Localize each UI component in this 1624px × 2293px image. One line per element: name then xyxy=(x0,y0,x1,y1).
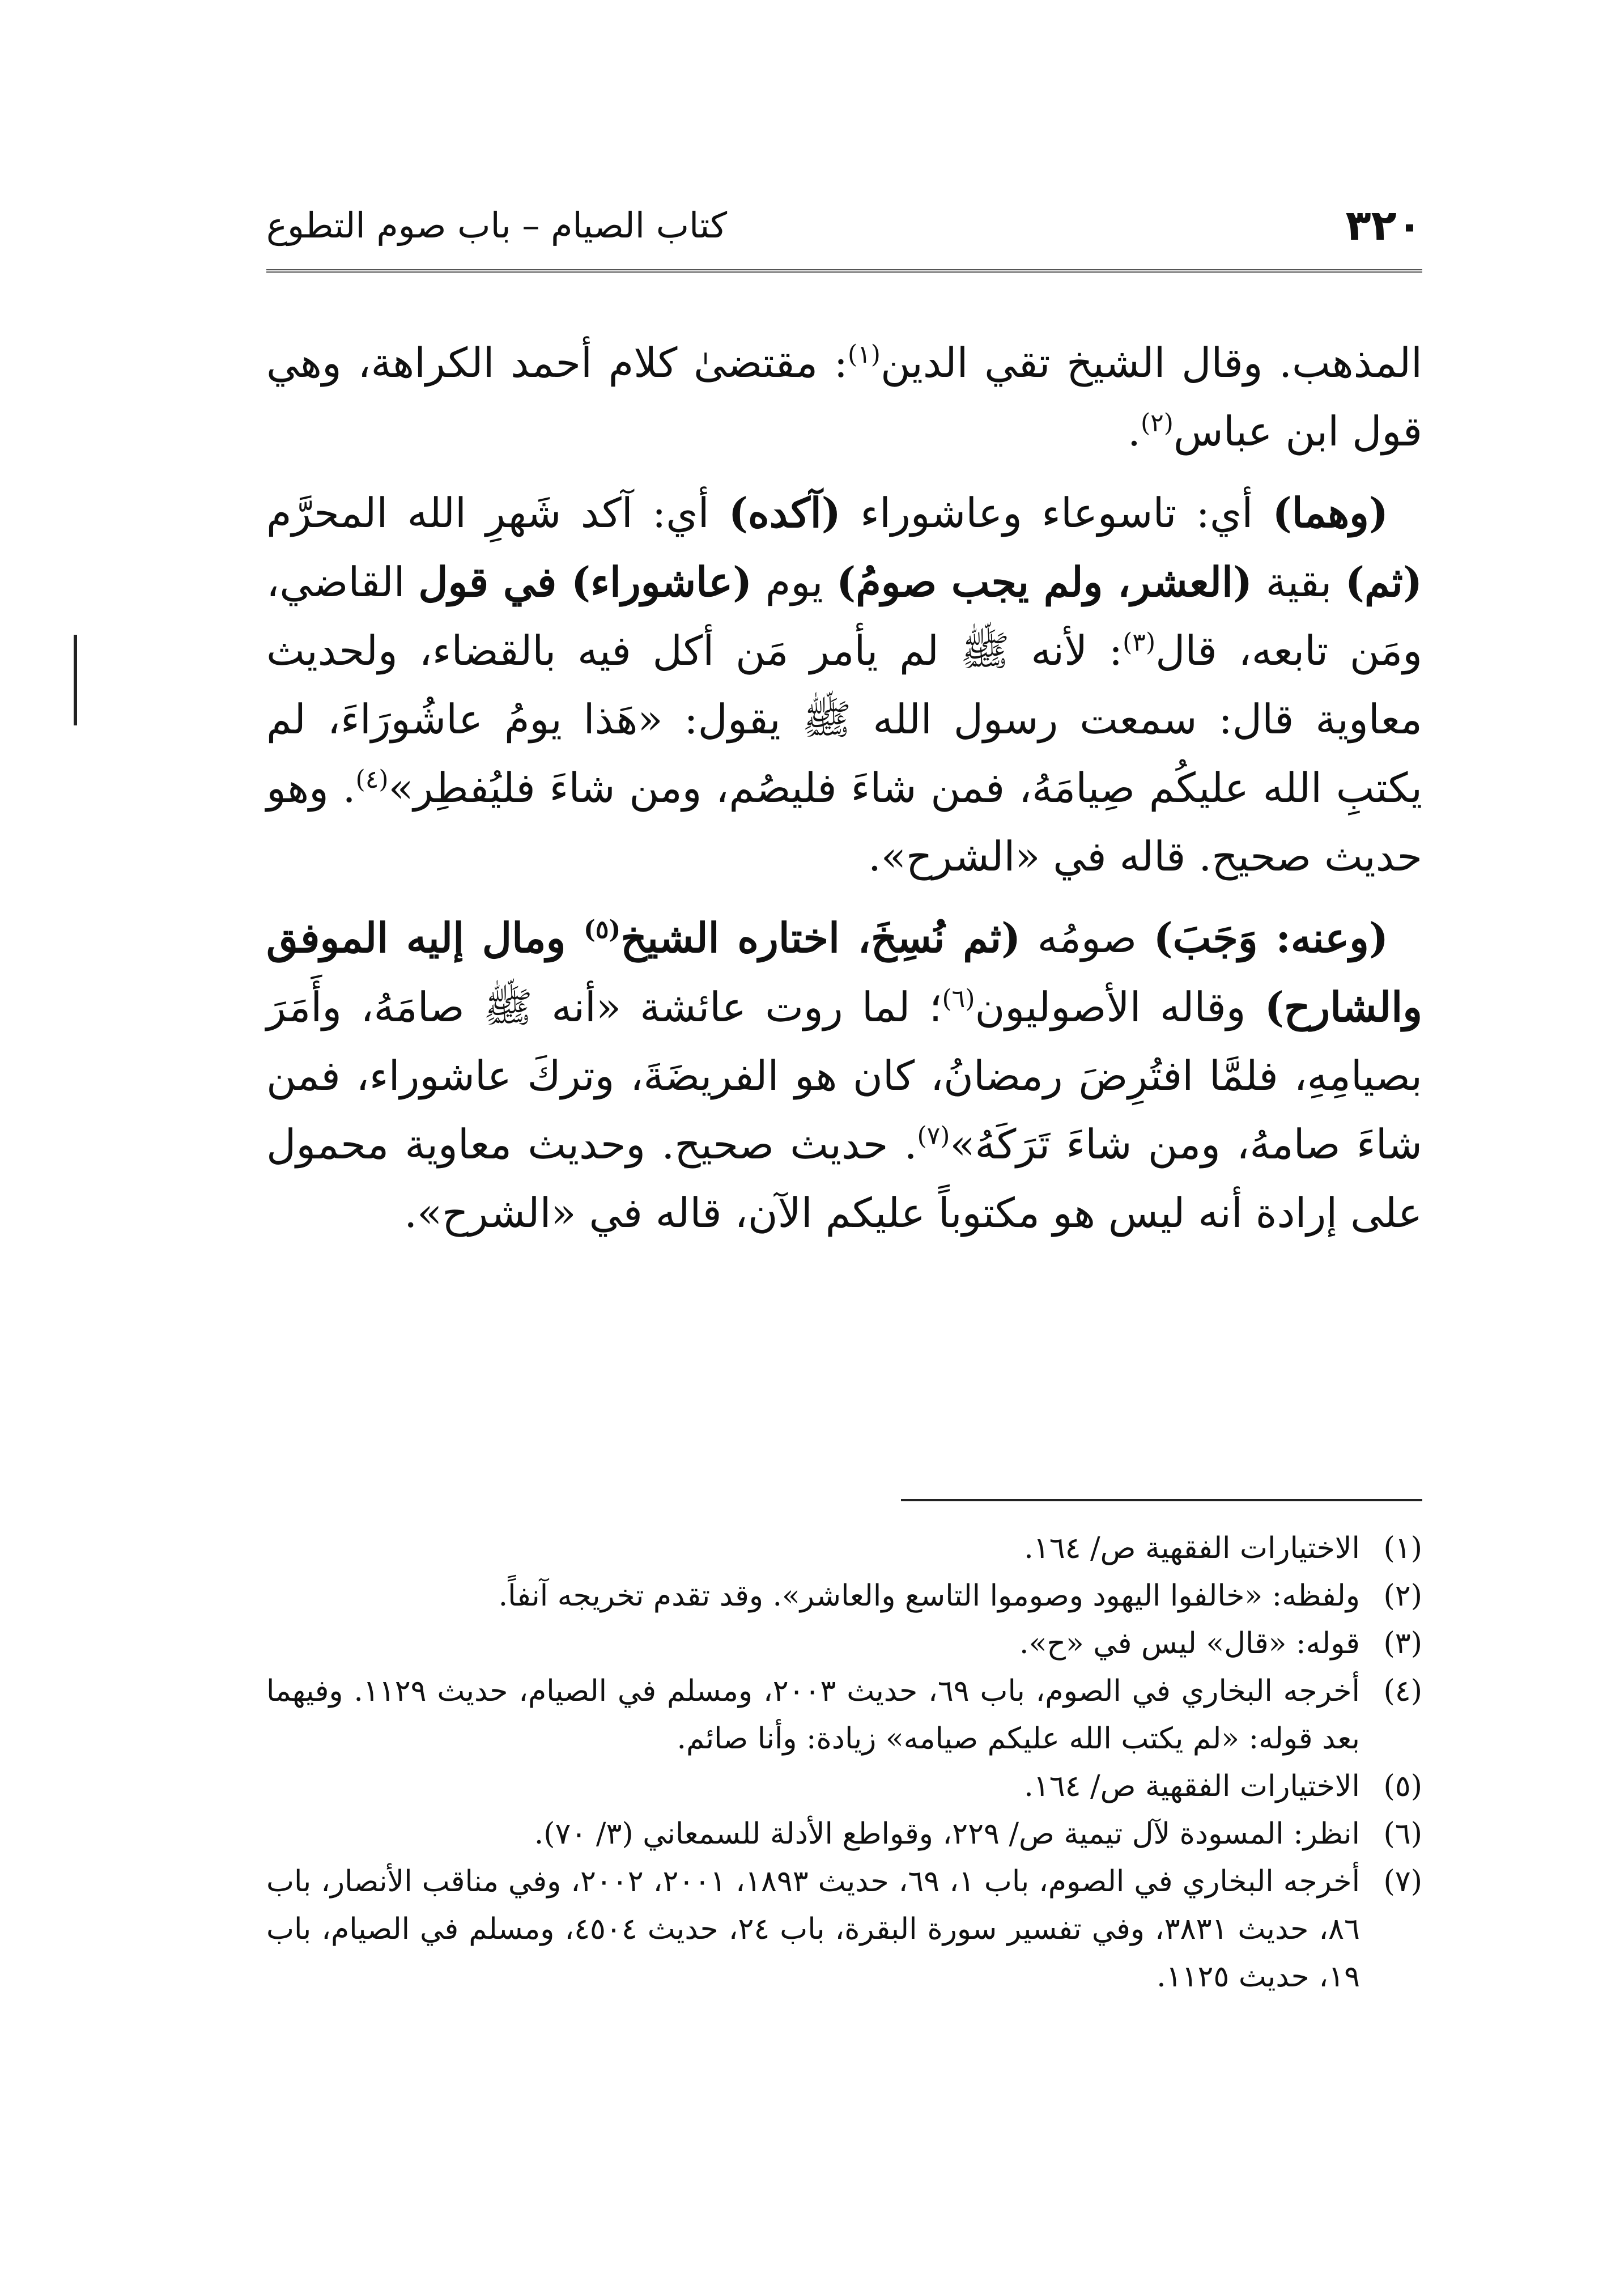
footnote-ref-2[interactable]: (٢) xyxy=(1140,409,1174,438)
footnote-text: أخرجه البخاري في الصوم، باب ٦٩، حديث ٢٠٠٣، ومسلم في الصيام، حديث ١١٢٩. وفيهما بعد قوله: «لم يكتب الله عليكم صيامه» زيادة: وأنا صائم. xyxy=(266,1674,1360,1756)
text-run: وقاله الأصوليون xyxy=(975,983,1265,1031)
footnote-number: (٦) xyxy=(1383,1817,1422,1851)
text-run: بقية xyxy=(1252,558,1345,606)
footnote-1 xyxy=(266,1525,1422,1572)
footnote-text: الاختيارات الفقهية ص/ ١٦٤. xyxy=(1024,1769,1360,1803)
text-run: صومُه xyxy=(1021,914,1154,962)
header-divider xyxy=(266,269,1422,273)
text-run: . حديث صحيح. وحديث معاوية محمول على إرادة أنه ليس هو مكتوباً عليكم الآن، قاله في «الشرح». xyxy=(266,1120,1422,1237)
paragraph-1 xyxy=(266,329,1422,466)
footnote-number: (٥) xyxy=(1383,1769,1422,1803)
main-text xyxy=(266,329,1422,1260)
text-run: أي: تاسوعاء وعاشوراء xyxy=(840,489,1273,537)
footnote-text: الاختيارات الفقهية ص/ ١٦٤. xyxy=(1024,1531,1360,1565)
footnotes xyxy=(266,1525,1422,2001)
footnote-ref-7[interactable]: (٧) xyxy=(917,1122,950,1150)
paragraph-3 xyxy=(266,903,1422,1247)
footnote-number: (٧) xyxy=(1383,1865,1422,1899)
footnote-number: (١) xyxy=(1383,1531,1422,1565)
footnote-4 xyxy=(266,1667,1422,1763)
footnote-number: (٢) xyxy=(1383,1579,1422,1613)
footnote-ref-3[interactable]: (٣) xyxy=(1123,628,1156,657)
footnote-number: (٣) xyxy=(1383,1627,1422,1661)
matn-text: (وعنه: وَجَبَ) xyxy=(1153,914,1389,962)
text-run: : مقتضىٰ كلام أحمد الكراهة، وهي قول ابن عباس xyxy=(266,339,1422,455)
footnote-text: انظر: المسودة لآل تيمية ص/ ٢٢٩، وقواطع الأدلة للسمعاني (٣/ ٧٠). xyxy=(534,1817,1360,1851)
footnote-number: (٤) xyxy=(1383,1674,1422,1708)
text-run: ؛ لما روت عائشة «أنه ﷺ صامَهُ، وأَمَرَ بصيامِهِ، فلمَّا افتُرِضَ رمضانُ، كان هو الفريضَةَ، وتركَ عاشوراء، فمن شاءَ صامهُ، ومن شاءَ تَرَكَهُ» xyxy=(266,983,1423,1168)
text-run: القاضي، ومَن تابعه، قال xyxy=(266,558,1422,674)
footnote-divider xyxy=(901,1499,1422,1501)
footnote-text: ولفظه: «خالفوا اليهود وصوموا التاسع والعاشر». وقد تقدم تخريجه آنفاً. xyxy=(498,1579,1360,1613)
text-run: يوم xyxy=(752,558,837,606)
footnote-ref-6[interactable]: (٦) xyxy=(942,984,975,1013)
footnote-2 xyxy=(266,1572,1422,1620)
paragraph-2 xyxy=(266,478,1422,891)
matn-text: (ثم) xyxy=(1345,558,1423,606)
matn-text: ومال إليه الموفق والشارح) xyxy=(266,914,1422,1031)
page-header xyxy=(266,201,1422,264)
matn-text: (العشر، ولم يجب صومُ) xyxy=(836,558,1253,606)
page-number: ٣٢٠ xyxy=(1345,201,1422,250)
text-run: المذهب. وقال الشيخ تقي الدين xyxy=(880,339,1423,387)
margin-mark xyxy=(74,635,77,725)
footnote-7 xyxy=(266,1858,1422,2001)
footnote-3 xyxy=(266,1620,1422,1667)
footnote-ref-1[interactable]: (١) xyxy=(847,340,881,369)
matn-text: (آكده) xyxy=(728,489,841,537)
running-title: كتاب الصيام – باب صوم التطوع xyxy=(266,205,728,246)
footnote-ref-5[interactable]: (٥) xyxy=(583,915,621,944)
footnote-text: قوله: «قال» ليس في «ح». xyxy=(1019,1627,1360,1661)
matn-text: (عاشوراء) في قول xyxy=(418,558,753,606)
matn-text: (وهما) xyxy=(1272,489,1388,537)
footnote-text: أخرجه البخاري في الصوم، باب ١، ٦٩، حديث ١٨٩٣، ٢٠٠١، ٢٠٠٢، وفي مناقب الأنصار، باب ٨٦، حديث ٣٨٣١، وفي تفسير سورة البقرة، باب ٢٤، حديث ٤٥٠٤، ومسلم في الصيام، باب ١٩، حديث ١١٢٥. xyxy=(266,1865,1361,1994)
text-run: : لأنه ﷺ لم يأمر مَن أكل فيه بالقضاء، ولحديث معاوية قال: سمعت رسول الله ﷺ يقول: «هَذا يومُ عاشُورَاءَ، لم يكتبِ الله عليكُم صِيامَهُ، فمن شاءَ فليصُم، ومن شاءَ فليُفطِر» xyxy=(266,627,1422,812)
text-run: . وهو حديث صحيح. قاله في «الشرح». xyxy=(266,764,1422,880)
text-run: . xyxy=(1128,407,1141,455)
text-run: أي: آكد شَهرِ الله المحرَّم xyxy=(266,489,729,537)
footnote-ref-4[interactable]: (٤) xyxy=(355,765,389,794)
matn-text: (ثم نُسِخَ، اختاره الشيخ xyxy=(620,914,1021,962)
footnote-5 xyxy=(266,1763,1422,1810)
footnote-6 xyxy=(266,1810,1422,1858)
